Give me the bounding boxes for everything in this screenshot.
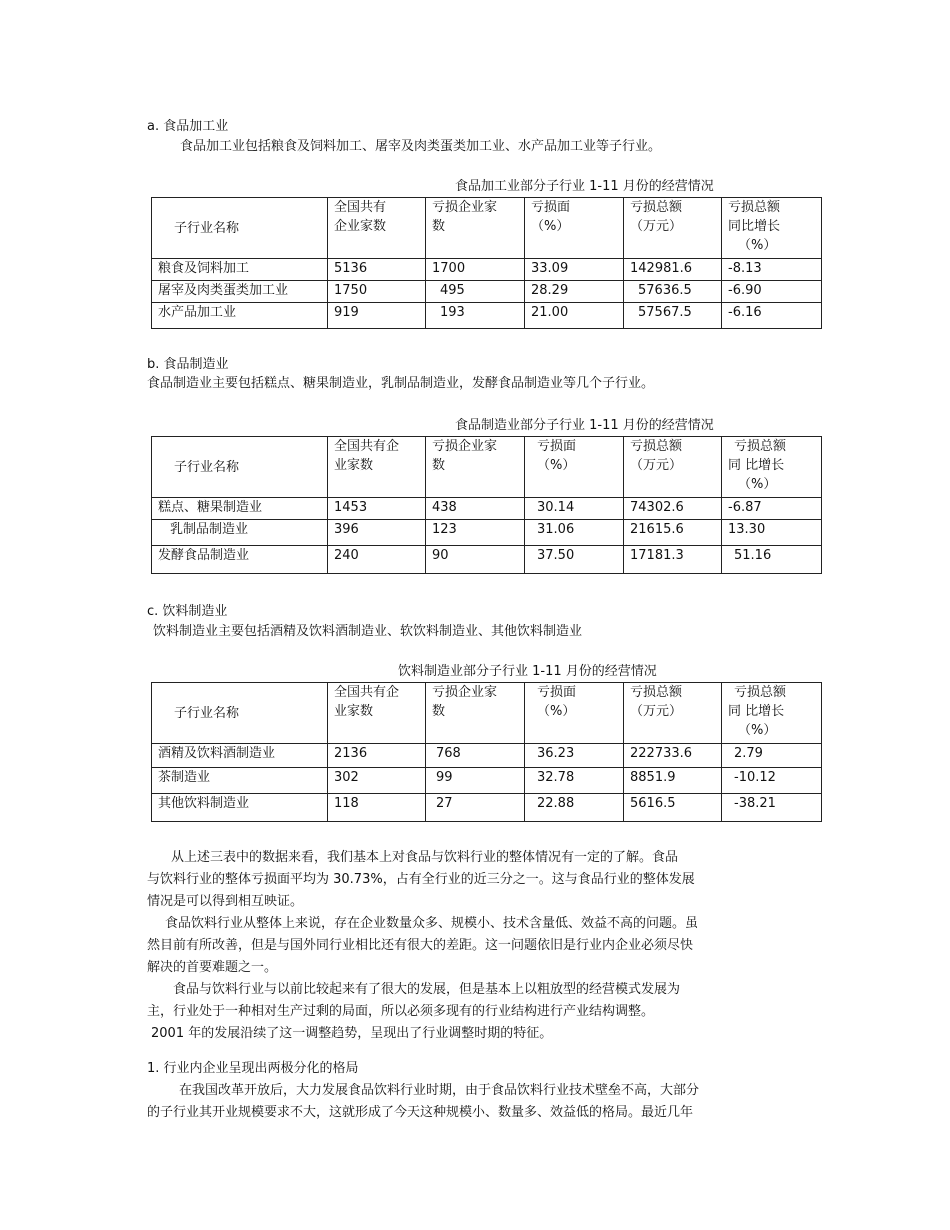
body-line: 食品与饮料行业与以前比较起来有了很大的发展，但是基本上以粗放型的经营模式发展为	[173, 982, 681, 997]
table-cell: 36.23	[525, 744, 624, 768]
header-loss-ratio: 亏损面 （%）	[525, 437, 624, 498]
body-line: 然目前有所改善，但是与国外同行业相比还有很大的差距。这一问题依旧是行业内企业必须尽快	[147, 938, 694, 953]
table-cell: 30.14	[525, 498, 624, 520]
summary-paragraphs	[147, 847, 807, 1045]
table-cell: 37.50	[525, 546, 624, 574]
table-cell: 1750	[328, 281, 426, 303]
table-cell: 8851.9	[624, 768, 722, 794]
table-b-caption: 食品制造业部分子行业 1-11 月份的经营情况	[455, 418, 714, 433]
table-cell: 240	[328, 546, 426, 574]
table-cell: 屠宰及肉类蛋类加工业	[152, 281, 328, 303]
body-line: 的子行业其开业规模要求不大，这就形成了今天这种规模小、数量多、效益低的格局。最近几年	[147, 1105, 694, 1120]
table-cell: 74302.6	[624, 498, 722, 520]
table-b	[151, 436, 822, 574]
subsection-heading: 1. 行业内企业呈现出两极分化的格局	[147, 1061, 359, 1076]
table-cell: 33.09	[525, 259, 624, 281]
table-cell: -10.12	[722, 768, 822, 794]
table-cell: 142981.6	[624, 259, 722, 281]
table-cell: 193	[426, 303, 525, 329]
header-total: 全国共有企 业家数	[328, 437, 426, 498]
table-cell: 31.06	[525, 520, 624, 546]
table-cell: -6.90	[722, 281, 822, 303]
header-loss-count: 亏损企业家 数	[426, 437, 525, 498]
table-cell: 32.78	[525, 768, 624, 794]
table-cell: 396	[328, 520, 426, 546]
table-header-row	[152, 683, 822, 744]
section-a-intro: 食品加工业包括粮食及饲料加工、屠宰及肉类蛋类加工业、水产品加工业等子行业。	[180, 139, 662, 154]
header-loss-growth: 亏损总额 同 比增长 （%）	[722, 683, 822, 744]
table-cell: 发酵食品制造业	[152, 546, 328, 574]
subsection-paragraph	[147, 1080, 807, 1124]
table-cell: 1700	[426, 259, 525, 281]
table-row	[152, 303, 822, 329]
header-loss-ratio: 亏损面 （%）	[525, 198, 624, 259]
table-row	[152, 744, 822, 768]
header-loss-ratio: 亏损面 （%）	[525, 683, 624, 744]
header-name: 子行业名称	[152, 437, 328, 498]
table-cell: 茶制造业	[152, 768, 328, 794]
header-loss-count: 亏损企业家 数	[426, 198, 525, 259]
table-cell: 90	[426, 546, 525, 574]
table-row	[152, 259, 822, 281]
body-line: 2001 年的发展沿续了这一调整趋势，呈现出了行业调整时期的特征。	[151, 1026, 553, 1041]
header-loss-amount: 亏损总额 （万元）	[624, 198, 722, 259]
table-cell: 17181.3	[624, 546, 722, 574]
header-loss-growth: 亏损总额 同比增长 （%）	[722, 198, 822, 259]
table-c-caption: 饮料制造业部分子行业 1-11 月份的经营情况	[398, 664, 657, 679]
table-row	[152, 794, 822, 822]
table-a	[151, 197, 822, 329]
table-cell: -6.16	[722, 303, 822, 329]
header-loss-amount: 亏损总额 （万元）	[624, 437, 722, 498]
table-cell: 768	[426, 744, 525, 768]
table-header-row	[152, 198, 822, 259]
body-line: 情况是可以得到相互映证。	[147, 894, 304, 909]
table-cell: 57567.5	[624, 303, 722, 329]
header-name: 子行业名称	[152, 683, 328, 744]
section-c-intro: 饮料制造业主要包括酒精及饮料酒制造业、软饮料制造业、其他饮料制造业	[153, 624, 583, 639]
table-cell: 27	[426, 794, 525, 822]
table-cell: -38.21	[722, 794, 822, 822]
table-cell: 1453	[328, 498, 426, 520]
body-line: 食品饮料行业从整体上来说，存在企业数量众多、规模小、技术含量低、效益不高的问题。虽	[165, 916, 699, 931]
table-cell: 495	[426, 281, 525, 303]
table-header-row	[152, 437, 822, 498]
table-cell: -6.87	[722, 498, 822, 520]
header-loss-growth: 亏损总额 同 比增长 （%）	[722, 437, 822, 498]
table-cell: 13.30	[722, 520, 822, 546]
section-c-heading: c. 饮料制造业	[147, 604, 228, 619]
body-line: 主，行业处于一种相对生产过剩的局面，所以必须多现有的行业结构进行产业结构调整。	[147, 1004, 655, 1019]
table-cell: -8.13	[722, 259, 822, 281]
table-cell: 5616.5	[624, 794, 722, 822]
table-row	[152, 768, 822, 794]
table-cell: 21615.6	[624, 520, 722, 546]
table-cell: 438	[426, 498, 525, 520]
section-a-heading: a. 食品加工业	[147, 119, 229, 134]
table-cell: 乳制品制造业	[152, 520, 328, 546]
section-b-intro: 食品制造业主要包括糕点、糖果制造业，乳制品制造业，发酵食品制造业等几个子行业。	[147, 376, 655, 391]
table-cell: 5136	[328, 259, 426, 281]
table-row	[152, 520, 822, 546]
table-cell: 糕点、糖果制造业	[152, 498, 328, 520]
header-loss-amount: 亏损总额 （万元）	[624, 683, 722, 744]
body-line: 在我国改革开放后，大力发展食品饮料行业时期，由于食品饮料行业技术壁垒不高，大部分	[179, 1083, 700, 1098]
header-total: 全国共有 企业家数	[328, 198, 426, 259]
table-cell: 123	[426, 520, 525, 546]
table-cell: 21.00	[525, 303, 624, 329]
table-cell: 粮食及饲料加工	[152, 259, 328, 281]
header-total: 全国共有企 业家数	[328, 683, 426, 744]
header-name: 子行业名称	[152, 198, 328, 259]
table-cell: 酒精及饮料酒制造业	[152, 744, 328, 768]
table-row	[152, 281, 822, 303]
table-cell: 99	[426, 768, 525, 794]
table-cell: 302	[328, 768, 426, 794]
table-c	[151, 682, 822, 822]
table-cell: 2136	[328, 744, 426, 768]
table-row	[152, 498, 822, 520]
body-line: 从上述三表中的数据来看，我们基本上对食品与饮料行业的整体情况有一定的了解。食品	[171, 850, 679, 865]
table-cell: 57636.5	[624, 281, 722, 303]
body-line: 解决的首要难题之一。	[147, 960, 278, 975]
table-cell: 919	[328, 303, 426, 329]
table-a-caption: 食品加工业部分子行业 1-11 月份的经营情况	[455, 179, 714, 194]
table-cell: 2.79	[722, 744, 822, 768]
table-cell: 51.16	[722, 546, 822, 574]
section-b-heading: b. 食品制造业	[147, 357, 229, 372]
table-cell: 222733.6	[624, 744, 722, 768]
table-cell: 118	[328, 794, 426, 822]
table-cell: 28.29	[525, 281, 624, 303]
table-cell: 22.88	[525, 794, 624, 822]
table-cell: 水产品加工业	[152, 303, 328, 329]
table-row	[152, 546, 822, 574]
table-cell: 其他饮料制造业	[152, 794, 328, 822]
body-line: 与饮料行业的整体亏损面平均为 30.73%，占有全行业的近三分之一。这与食品行业的整体发展	[147, 872, 695, 887]
header-loss-count: 亏损企业家 数	[426, 683, 525, 744]
